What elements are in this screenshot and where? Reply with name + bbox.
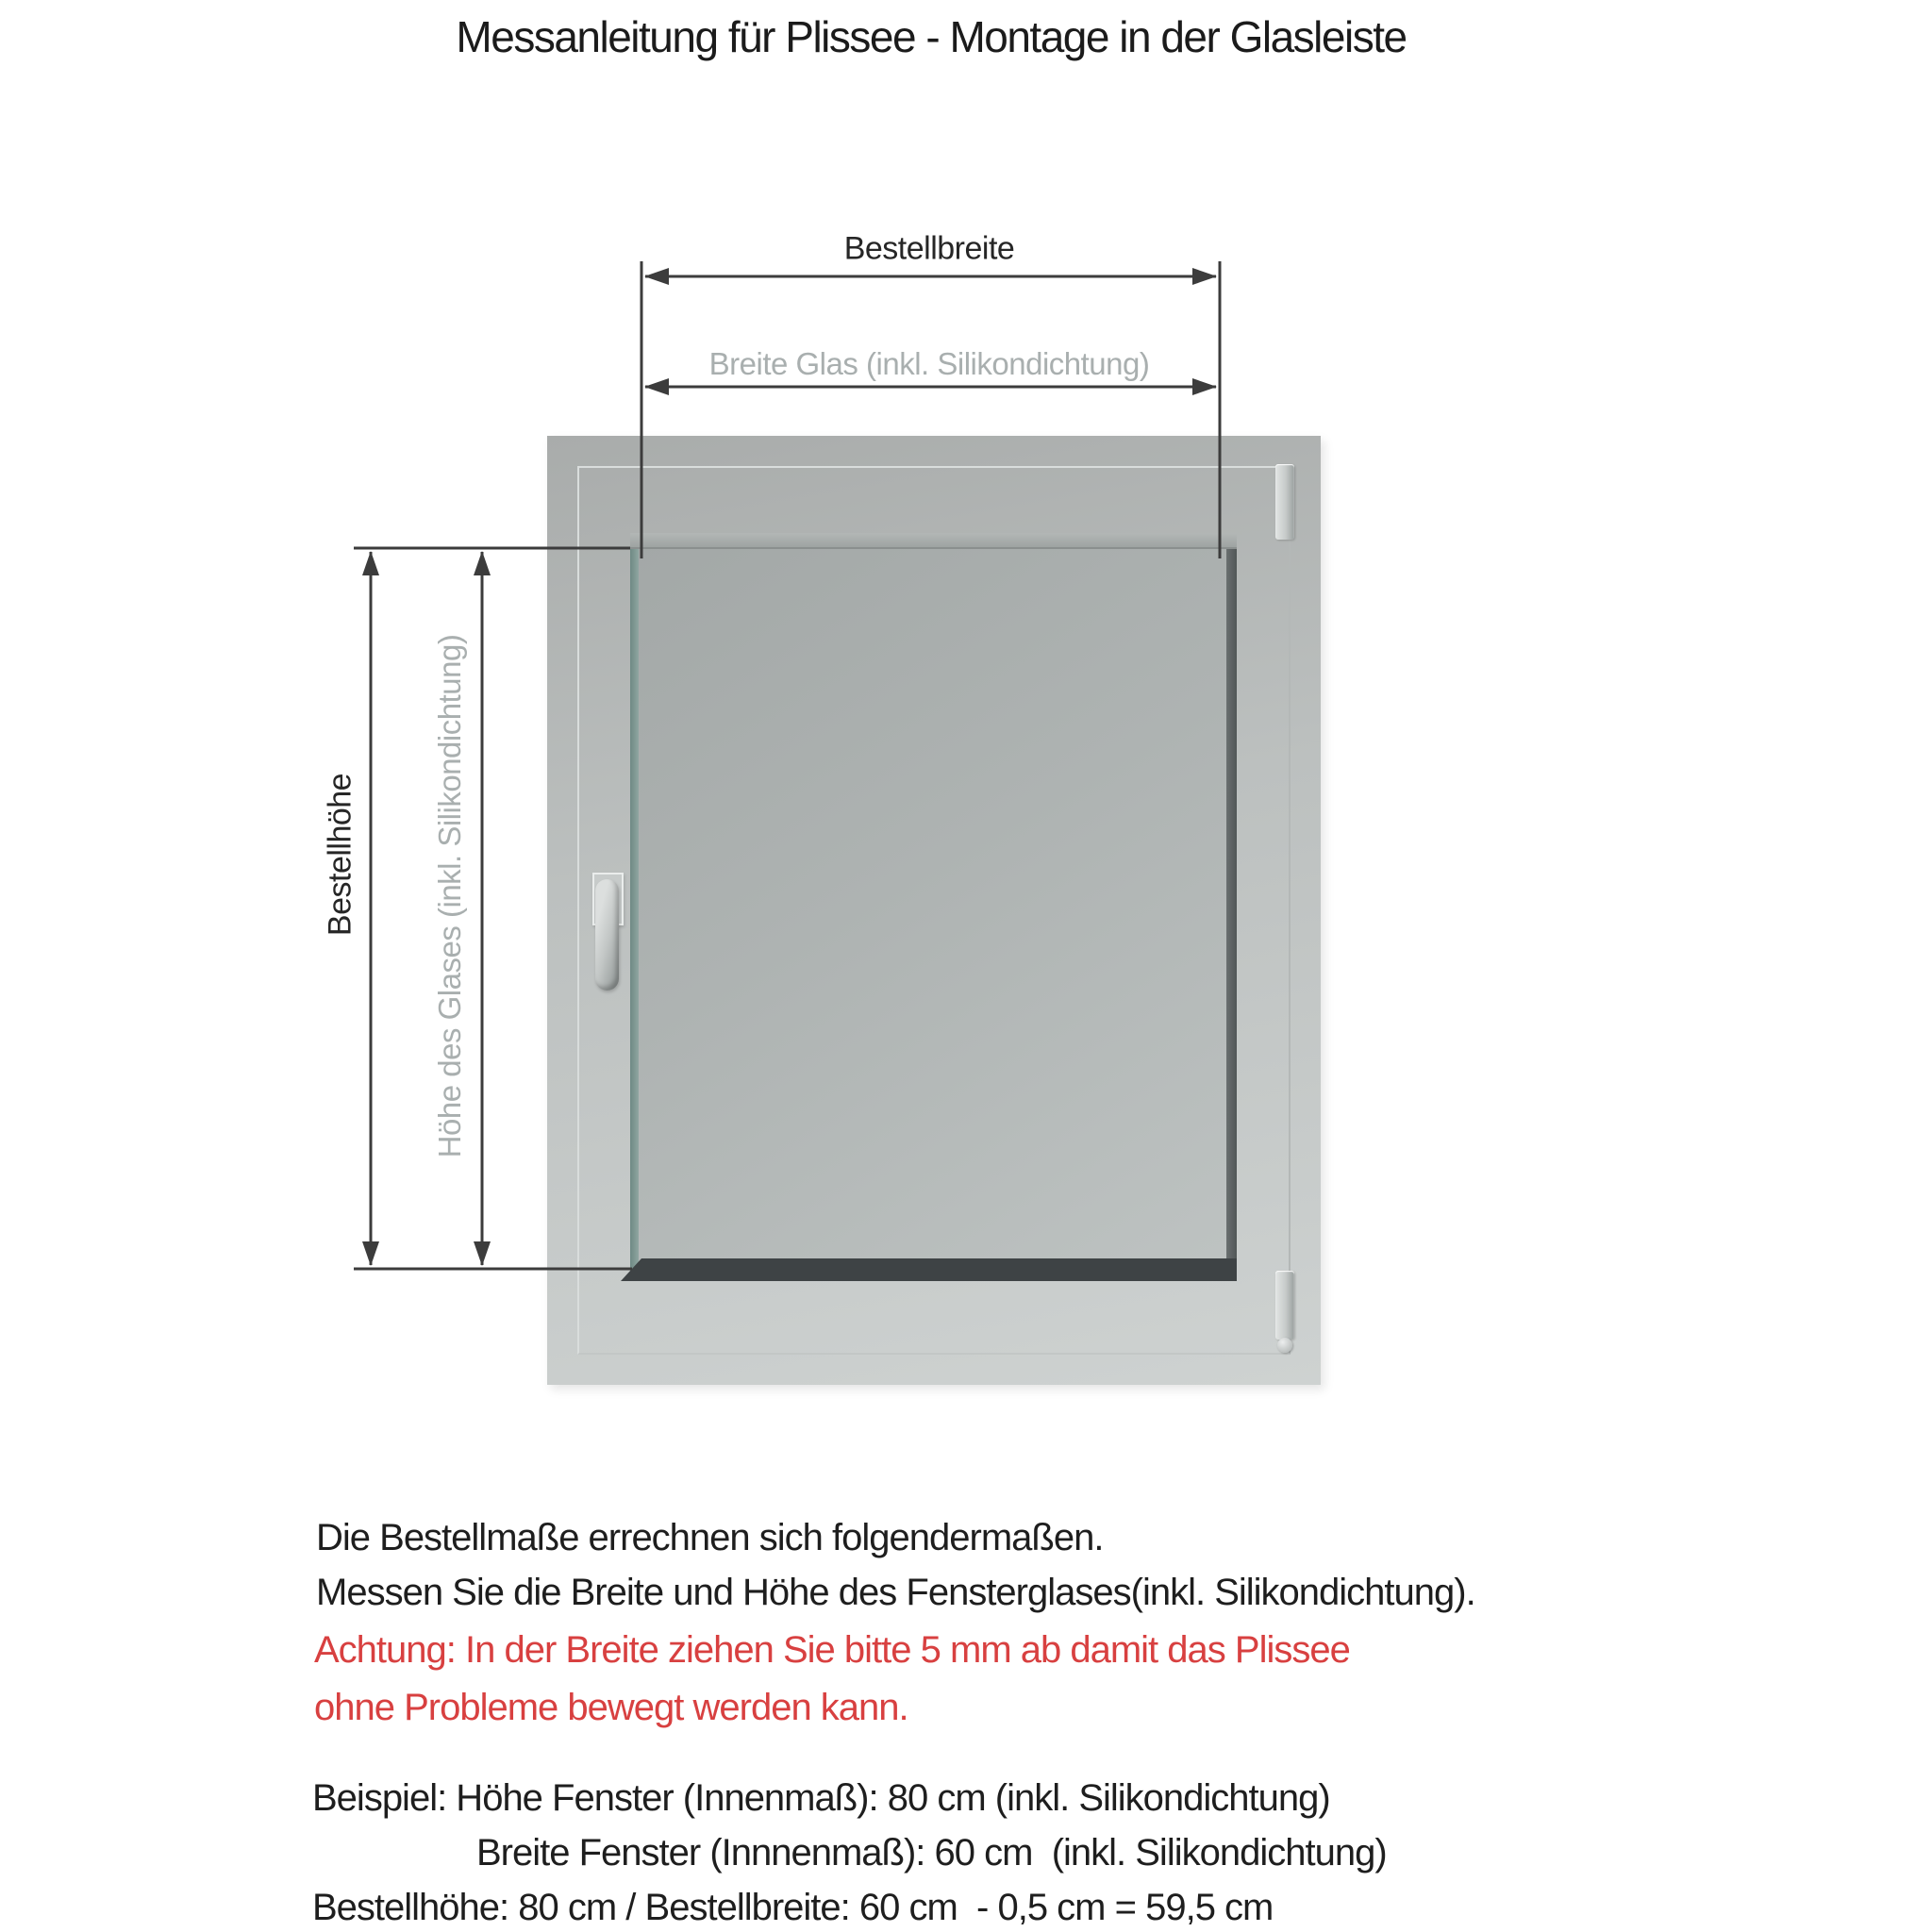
instruction-line-1: Die Bestellmaße errechnen sich folgendermaßen. <box>316 1517 1104 1558</box>
warning-line-2: ohne Probleme bewegt werden kann. <box>314 1687 908 1728</box>
glass-width-label: Breite Glas (inkl. Silikondichtung) <box>708 346 1150 381</box>
example-line-1: Beispiel: Höhe Fenster (Innenmaß): 80 cm (inkl. Silikondichtung) <box>312 1777 1330 1819</box>
glass-height-label: Höhe des Glases (inkl. Silikondichtung) <box>432 634 467 1158</box>
example-line-3: Bestellhöhe: 80 cm / Bestellbreite: 60 cm - 0,5 cm = 59,5 cm <box>312 1887 1274 1928</box>
page-title: Messanleitung für Plissee - Montage in der Glasleiste <box>456 12 1407 61</box>
warning-line-1: Achtung: In der Breite ziehen Sie bitte 5 mm ab damit das Plissee <box>314 1629 1350 1671</box>
example-line-2: Breite Fenster (Innnenmaß): 60 cm (inkl. Silikondichtung) <box>476 1832 1387 1874</box>
instruction-line-2: Messen Sie die Breite und Höhe des Fensterglases(inkl. Silikondichtung). <box>316 1572 1475 1613</box>
order-height-label: Bestellhöhe <box>322 773 358 937</box>
order-width-label: Bestellbreite <box>843 230 1015 267</box>
